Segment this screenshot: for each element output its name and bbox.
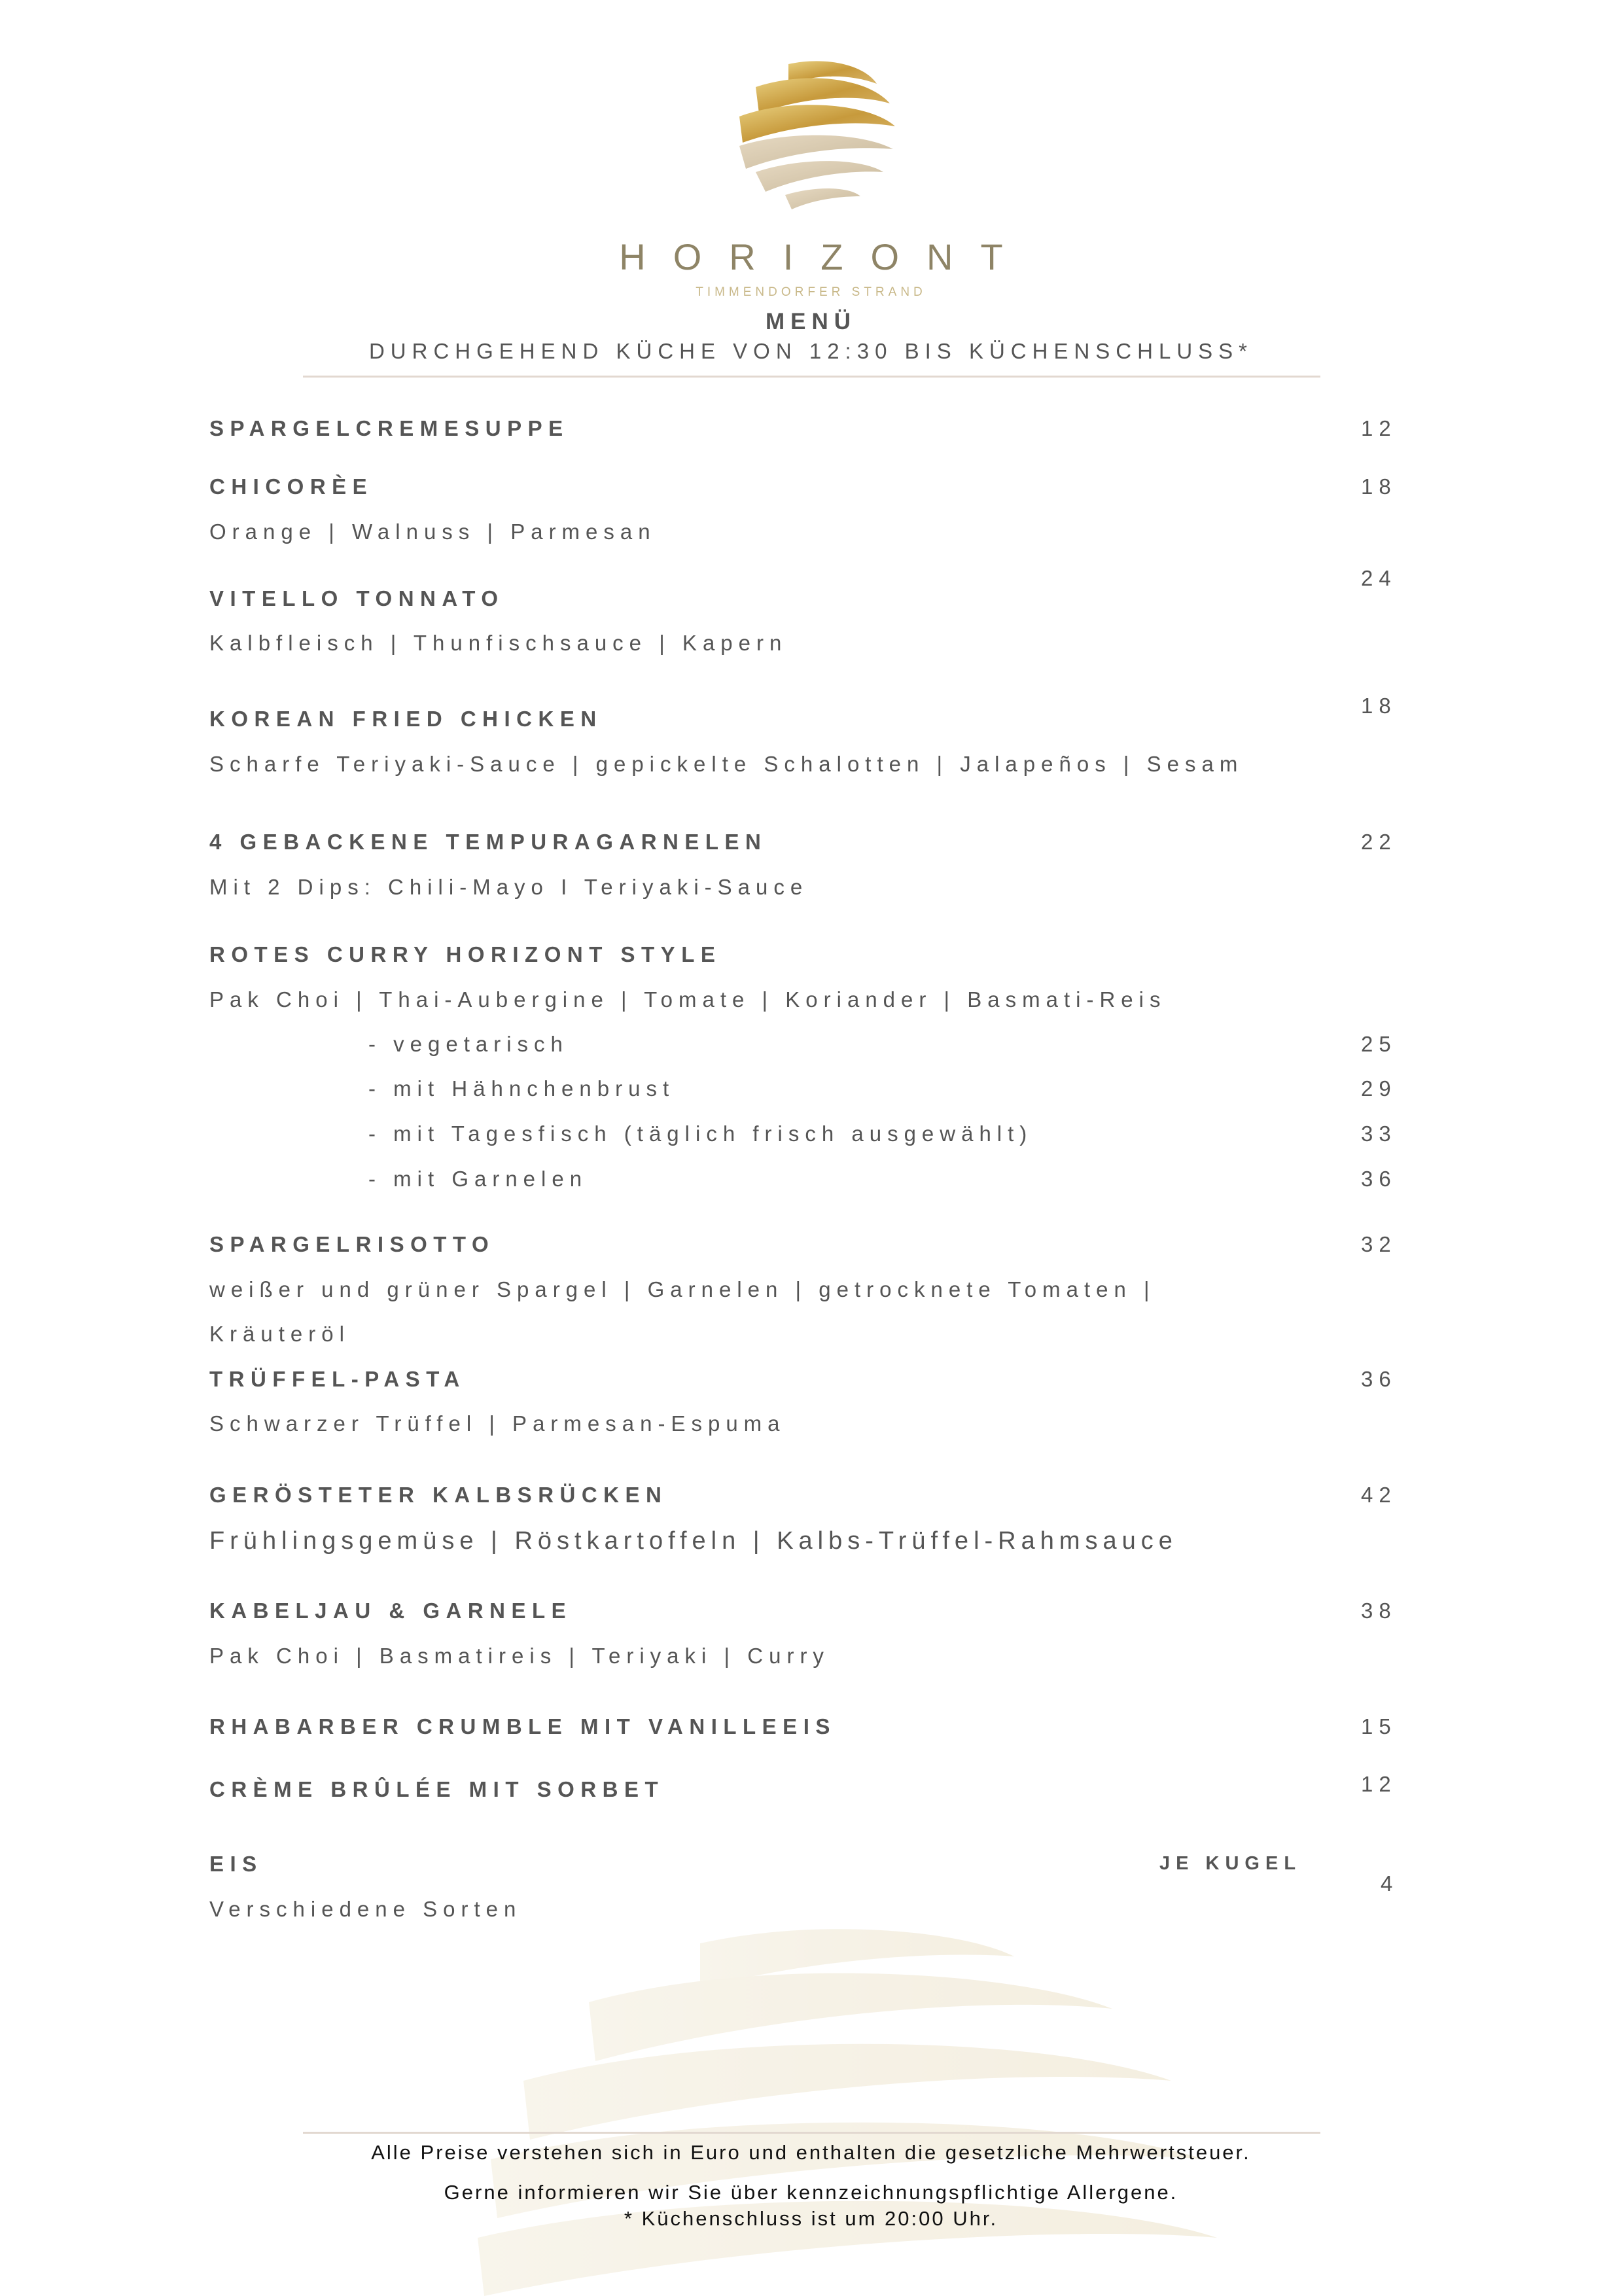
menu-item-name: RHABARBER CRUMBLE MIT VANILLEEIS bbox=[209, 1714, 836, 1739]
menu-item-price: 36 bbox=[1361, 1367, 1397, 1391]
footer-allergen-note: Gerne informieren wir Sie über kennzeichnungspflichtige Allergene. bbox=[444, 2181, 1178, 2204]
brand-name: HORIZONT bbox=[619, 236, 1031, 277]
menu-item-name: CHICORÈE bbox=[209, 474, 374, 499]
menu-option-price: 25 bbox=[1361, 1032, 1397, 1056]
menu-item-name: SPARGELCREMESUPPE bbox=[209, 416, 569, 440]
menu-option-label: - mit Garnelen bbox=[368, 1167, 588, 1191]
menu-item-description-cont: Kräuteröl bbox=[209, 1322, 350, 1346]
menu-option-label: - mit Hähnchenbrust bbox=[368, 1076, 675, 1101]
menu-item-description: weißer und grüner Spargel | Garnelen | getrocknete Tomaten | bbox=[209, 1277, 1155, 1301]
footer-kitchen-close-note: * Küchenschluss ist um 20:00 Uhr. bbox=[624, 2207, 998, 2230]
menu-option-price: 33 bbox=[1361, 1122, 1397, 1146]
menu-item-description: Verschiedene Sorten bbox=[209, 1897, 522, 1921]
menu-option-price: 29 bbox=[1361, 1076, 1397, 1101]
menu-item-price: 42 bbox=[1361, 1483, 1397, 1507]
page-title: MENÜ bbox=[765, 309, 857, 334]
menu-item-name: KABELJAU & GARNELE bbox=[209, 1598, 573, 1623]
menu-item-description: Mit 2 Dips: Chili-Mayo I Teriyaki-Sauce bbox=[209, 875, 809, 899]
menu-item-price: 12 bbox=[1361, 1772, 1397, 1796]
page-subtitle: DURCHGEHEND KÜCHE VON 12:30 BIS KÜCHENSCHLUSS* bbox=[368, 339, 1254, 363]
menu-item-description: Scharfe Teriyaki-Sauce | gepickelte Schalotten | Jalapeños | Sesam bbox=[209, 752, 1244, 776]
menu-item-price: 22 bbox=[1361, 830, 1397, 854]
menu-item-name: KOREAN FRIED CHICKEN bbox=[209, 707, 603, 731]
menu-item-name: CRÈME BRÛLÉE MIT SORBET bbox=[209, 1777, 665, 1801]
menu-item-name: SPARGELRISOTTO bbox=[209, 1232, 495, 1256]
menu-item-price: 12 bbox=[1361, 416, 1397, 440]
menu-item-price: 15 bbox=[1361, 1714, 1397, 1739]
menu-item-price: 32 bbox=[1361, 1232, 1397, 1256]
menu-item-name: 4 GEBACKENE TEMPURAGARNELEN bbox=[209, 830, 767, 854]
menu-item-description: Frühlingsgemüse | Röstkartoffeln | Kalbs-Trüffel-Rahmsauce bbox=[209, 1527, 1178, 1555]
menu-item-price: 24 bbox=[1361, 566, 1397, 590]
menu-item-price: 18 bbox=[1361, 474, 1397, 499]
menu-option-label: - mit Tagesfisch (täglich frisch ausgewählt) bbox=[368, 1122, 1033, 1146]
menu-item-description: Pak Choi | Basmatireis | Teriyaki | Curry bbox=[209, 1644, 830, 1668]
horizont-logo-icon bbox=[726, 58, 896, 215]
menu-item-name: TRÜFFEL-PASTA bbox=[209, 1367, 466, 1391]
menu-item-name: ROTES CURRY HORIZONT STYLE bbox=[209, 942, 722, 966]
menu-item-name: EIS bbox=[209, 1852, 263, 1876]
menu-item-price: 4 bbox=[1381, 1871, 1399, 1896]
menu-item-description: Schwarzer Trüffel | Parmesan-Espuma bbox=[209, 1411, 786, 1436]
menu-item-price: 18 bbox=[1361, 694, 1397, 718]
menu-option-label: - vegetarisch bbox=[368, 1032, 569, 1056]
divider-top bbox=[303, 376, 1320, 378]
menu-item-description: Kalbfleisch | Thunfischsauce | Kapern bbox=[209, 631, 788, 655]
menu-item-description: Orange | Walnuss | Parmesan bbox=[209, 520, 656, 544]
menu-option-price: 36 bbox=[1361, 1167, 1397, 1191]
brand-tagline: TIMMENDORFER STRAND bbox=[696, 285, 926, 299]
menu-item-price: 38 bbox=[1361, 1598, 1397, 1623]
menu-item-description: Pak Choi | Thai-Aubergine | Tomate | Koriander | Basmati-Reis bbox=[209, 987, 1167, 1012]
menu-item-name: GERÖSTETER KALBSRÜCKEN bbox=[209, 1483, 668, 1507]
menu-item-name: VITELLO TONNATO bbox=[209, 586, 504, 610]
watermark-logo bbox=[425, 1917, 1224, 2296]
divider-bottom bbox=[303, 2132, 1320, 2134]
menu-item-unit-note: JE KUGEL bbox=[1159, 1853, 1302, 1874]
footer-price-note: Alle Preise verstehen sich in Euro und enthalten die gesetzliche Mehrwertsteuer. bbox=[371, 2141, 1251, 2164]
